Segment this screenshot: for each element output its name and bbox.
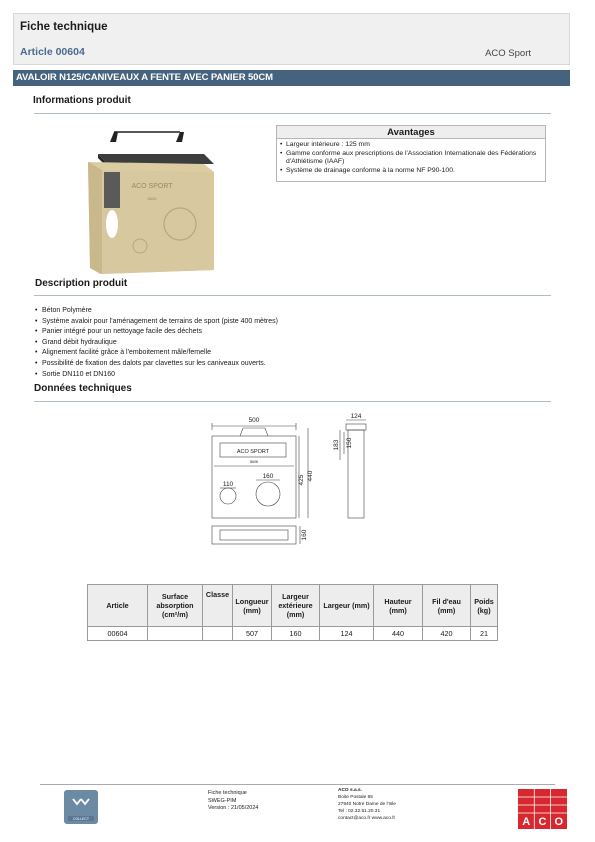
product-title-bar: AVALOIR N125/CANIVEAUX A FENTE AVEC PANIER 50CM [13, 70, 570, 86]
description-item: • Alignement facilité grâce à l'emboitement mâle/femelle [35, 348, 278, 359]
advantage-item: • Système de drainage conforme à la norme NF P90-100. [280, 167, 542, 176]
table-header-row [88, 585, 498, 627]
footer-company-line: ACO s.a.s. [338, 788, 362, 793]
cell-largeur: 124 [320, 627, 374, 641]
article-number: Article 00604 [20, 46, 85, 58]
footer-company-line: 27940 Notre Dame de l'Isle [338, 801, 396, 807]
footer-document-info [208, 790, 258, 813]
col-header-poids: Poids (kg) [471, 585, 498, 627]
footer-company-info [338, 788, 396, 823]
description-item: • Grand débit hydraulique [35, 338, 278, 349]
drawing-lettering: ACO SPORT [236, 449, 270, 455]
section-title-info: Informations produit [33, 95, 131, 106]
col-header-classe: Classe [203, 585, 233, 627]
product-code: 8608 [147, 196, 157, 201]
cell-surface [148, 627, 203, 641]
table-row [88, 627, 498, 641]
dim-height-inner: 425 [298, 474, 305, 486]
specs-table [87, 584, 498, 641]
collect-logo [64, 790, 98, 824]
col-header-longueur: Longueur (mm) [233, 585, 272, 627]
collect-logo-text: COLLECT [72, 817, 90, 821]
description-item: • Béton Polymère [35, 306, 278, 317]
brand-name: ACO Sport [485, 48, 531, 59]
footer-company-line: Boite Postale 65 [338, 794, 373, 800]
description-item: • Système avaloir pour l'aménagement de terrains de sport (piste 400 mètres) [35, 317, 278, 328]
cell-hauteur: 440 [374, 627, 423, 641]
dim-outlet-small: 110 [222, 481, 234, 488]
aco-logo [518, 789, 567, 829]
col-header-hauteur: Hauteur (mm) [374, 585, 423, 627]
dim-top-depth: 160 [301, 529, 308, 541]
dim-side-h2: 150 [346, 437, 353, 449]
section-title-description: Description produit [35, 278, 128, 289]
col-header-largeur: Largeur (mm) [320, 585, 374, 627]
cell-fil-eau: 420 [423, 627, 471, 641]
drawing-code: 8608 [250, 460, 258, 464]
description-item: • Sortie DN110 et DN160 [35, 370, 278, 381]
product-image [80, 128, 218, 274]
advantages-title: Avantages [277, 126, 545, 139]
cell-largeur-ext: 160 [272, 627, 320, 641]
footer-doc-line: SWEG-PIM [208, 797, 237, 804]
description-item: • Possibilité de fixation des dalots par clavettes sur les caniveaux ouverts. [35, 359, 278, 370]
dim-side-width: 124 [350, 413, 362, 420]
advantage-item: • Largeur intérieure : 125 mm [280, 141, 542, 150]
cell-poids: 21 [471, 627, 498, 641]
header-box [13, 13, 570, 65]
aco-letter: A [522, 816, 531, 828]
document-title: Fiche technique [20, 21, 108, 33]
cell-classe [203, 627, 233, 641]
dim-side-h1: 183 [333, 439, 340, 451]
technical-drawing [200, 410, 400, 560]
section-divider [34, 113, 551, 114]
col-header-surface: Surface absorption (cm²/m) [148, 585, 203, 627]
dim-height-total: 440 [307, 470, 314, 482]
advantages-list [277, 139, 545, 175]
cell-article: 00604 [88, 627, 148, 641]
col-header-largeur-ext: Largeur extérieure (mm) [272, 585, 320, 627]
cell-longueur: 507 [233, 627, 272, 641]
footer-company-line: Tel : 02.32.51.20.31 [338, 808, 381, 814]
footer-doc-line: Fiche technique [208, 790, 247, 796]
section-divider [34, 295, 551, 296]
footer-company-line: contact@aco.fr www.aco.fr [338, 815, 396, 821]
dim-outlet-large: 160 [262, 473, 274, 480]
product-lettering: ACO SPORT [131, 183, 173, 190]
dim-width: 500 [248, 417, 260, 424]
aco-letter: O [554, 816, 564, 828]
col-header-fil-eau: Fil d'eau (mm) [423, 585, 471, 627]
aco-letter: C [538, 816, 547, 828]
section-title-technical: Données techniques [34, 383, 132, 394]
footer-doc-line: Version : 21/05/2024 [208, 805, 259, 812]
footer-divider [40, 784, 555, 785]
description-list [35, 306, 278, 380]
section-divider [34, 401, 551, 402]
advantage-item: • Gamme conforme aux prescriptions de l'Association Internationale des Fédérations d'Athlétisme (IAAF) [280, 150, 542, 167]
description-item: • Panier intégré pour un nettoyage facile des déchets [35, 327, 278, 338]
advantages-box [276, 125, 546, 182]
col-header-article: Article [88, 585, 148, 627]
